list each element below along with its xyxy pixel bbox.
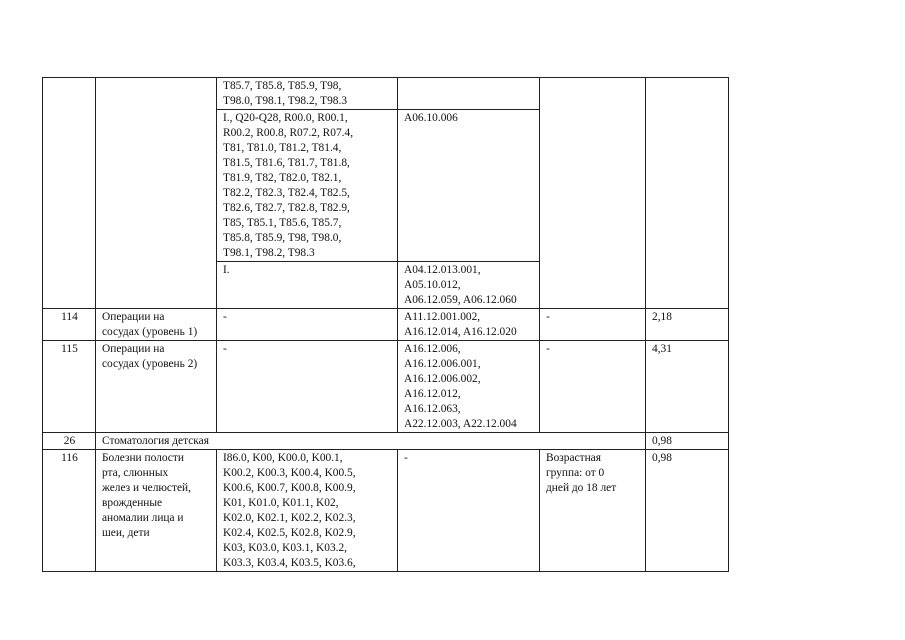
cell-diagnosis-codes: T85.7, T85.8, T85.9, T98, T98.0, T98.1, T98.2, T98.3: [217, 78, 398, 110]
cell-diagnosis-codes: I86.0, K00, K00.0, K00.1, K00.2, K00.3, K00.4, K00.5, K00.6, K00.7, K00.8, K00.9, K01, K01.0, K01.1, K02, K02.0, K02.1, K02.2, K02.3, K02.4, K02.5, K02.8, K02.9, K03, K03.0, K03.1, K03.2, K03.3, K03.4, K03.5, K03.6,: [217, 450, 398, 572]
cell-diagnosis-codes: I., Q20-Q28, R00.0, R00.1, R00.2, R00.8, R07.2, R07.4, T81, T81.0, T81.2, T81.4, T81.5, T81.6, T81.7, T81.8, T81.9, T82, T82.0, T82.1, T82.2, T82.3, T82.4, T82.5, T82.6, T82.7, T82.8, T82.9, T85, T85.1, T85.6, T85.7, T85.8, T85.9, T98, T98.0, T98.1, T98.2, T98.3: [217, 110, 398, 262]
cell-coefficient: 0,98: [646, 450, 729, 572]
cell-diagnosis-codes: I.: [217, 262, 398, 309]
cell-service-codes: -: [398, 450, 540, 572]
cell-group-name: Операции на сосудах (уровень 1): [96, 309, 217, 341]
section-coefficient: 0,98: [646, 433, 729, 450]
table-row: [43, 341, 729, 433]
table-row: [43, 450, 729, 572]
cell-service-codes: A11.12.001.002, A16.12.014, A16.12.020: [398, 309, 540, 341]
cell-number: 115: [43, 341, 96, 433]
cell-coefficient: 4,31: [646, 341, 729, 433]
cell-other-criteria: -: [540, 309, 646, 341]
tariff-table: [42, 77, 729, 572]
cell-coefficient: [646, 78, 729, 309]
section-title: Стоматология детская: [96, 433, 646, 450]
cell-group-name: Болезни полости рта, слюнных желез и челюстей, врожденные аномалии лица и шеи, дети: [96, 450, 217, 572]
cell-diagnosis-codes: -: [217, 309, 398, 341]
table-row: [43, 78, 729, 110]
cell-service-codes: [398, 78, 540, 110]
section-row: [43, 433, 729, 450]
cell-number: 116: [43, 450, 96, 572]
cell-service-codes: A06.10.006: [398, 110, 540, 262]
cell-coefficient: 2,18: [646, 309, 729, 341]
cell-other-criteria: -: [540, 341, 646, 433]
cell-service-codes: A16.12.006, A16.12.006.001, A16.12.006.002, A16.12.012, A16.12.063, A22.12.003, A22.12.004: [398, 341, 540, 433]
cell-number: 114: [43, 309, 96, 341]
cell-other-criteria: [540, 78, 646, 309]
cell-group-name: Операции на сосудах (уровень 2): [96, 341, 217, 433]
cell-group-name: [96, 78, 217, 309]
table-row: [43, 309, 729, 341]
cell-other-criteria: Возрастная группа: от 0 дней до 18 лет: [540, 450, 646, 572]
cell-number: [43, 78, 96, 309]
section-number: 26: [43, 433, 96, 450]
cell-diagnosis-codes: -: [217, 341, 398, 433]
cell-service-codes: A04.12.013.001, A05.10.012, A06.12.059, A06.12.060: [398, 262, 540, 309]
